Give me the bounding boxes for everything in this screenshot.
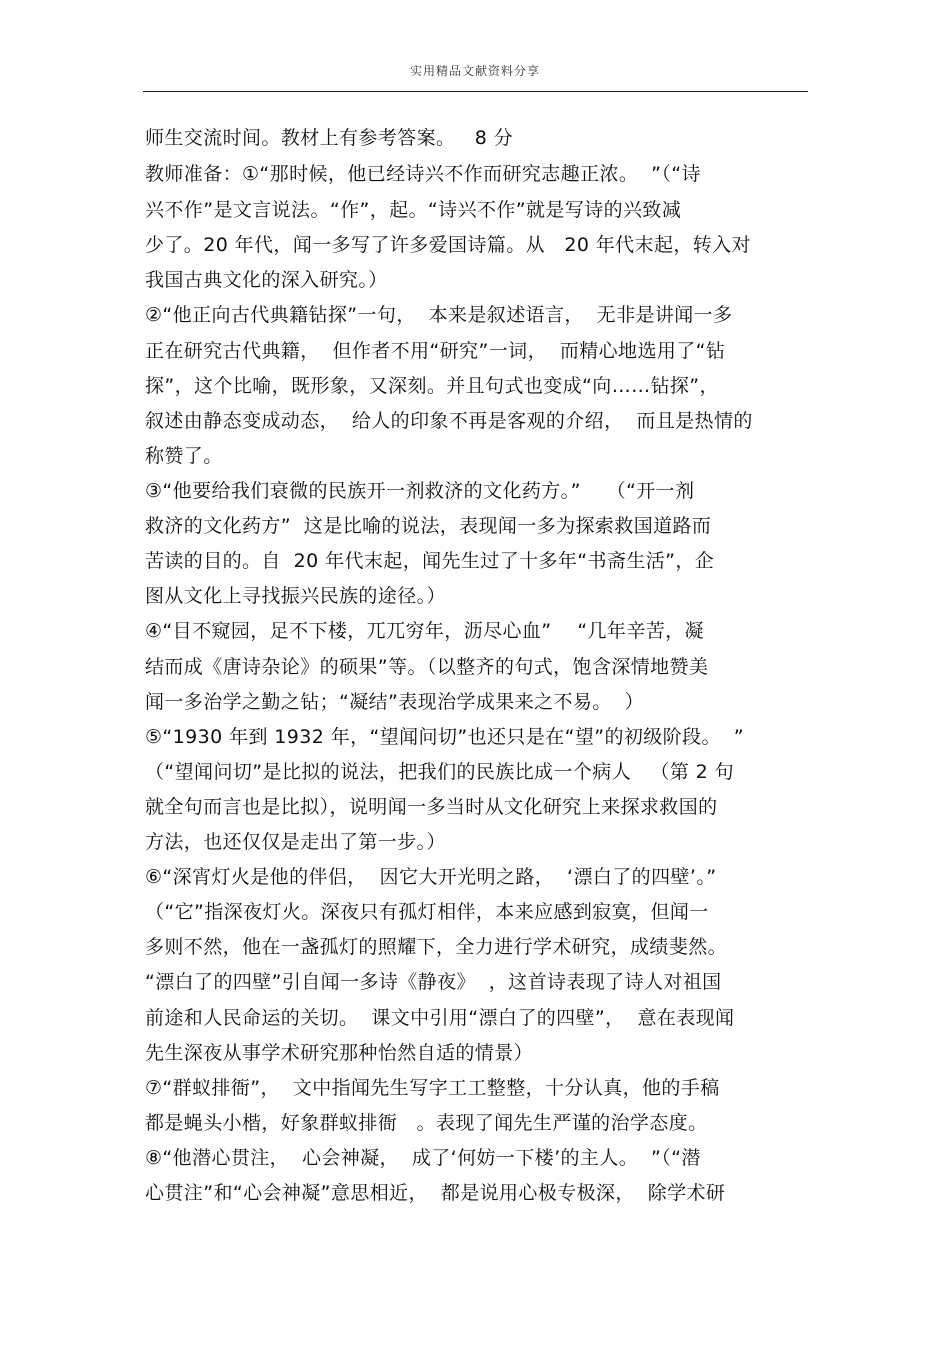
text-line: 师生交流时间。教材上有参考答案。 8 分	[145, 127, 514, 149]
text-line: ⑦“群蚁排衙”， 文中指闻先生写字工工整整，十分认真，他的手稿	[145, 1077, 720, 1099]
text-line: ⑥“深宵灯火是他的伴侣， 因它大开光明之路， ‘漂白了的四壁’。”	[145, 866, 717, 888]
text-line: 图从文化上寻找振兴民族的途径。）	[145, 585, 446, 607]
text-line: 兴不作”是文言说法。“作”，起。“诗兴不作”就是写诗的兴致减	[145, 199, 682, 221]
text-line: 探”，这个比喻，既形象，又深刻。并且句式也变成“向……钻探”，	[145, 375, 719, 397]
text-line: ④“目不窥园，足不下楼，兀兀穷年，沥尽心血” “几年辛苦，凝	[145, 620, 704, 642]
text-line: 方法，也还仅仅是走出了第一步。）	[145, 831, 446, 853]
text-line: “漂白了的四壁”引自闻一多诗《静夜》 ，这首诗表现了诗人对祖国	[145, 971, 722, 993]
text-line: 结而成《唐诗杂论》的硕果”等。（以整齐的句式，饱含深情地赞美	[145, 656, 709, 678]
text-line: 多则不然，他在一盏孤灯的照耀下，全力进行学术研究，成绩斐然。	[145, 936, 728, 958]
text-line: （“它”指深夜灯火。深夜只有孤灯相伴，本来应感到寂寞，但闻一	[145, 901, 709, 923]
text-line: 先生深夜从事学术研究那种怡然自适的情景）	[145, 1042, 534, 1064]
text-line: 前途和人民命运的关切。 课文中引用“漂白了的四壁”， 意在表现闻	[145, 1007, 735, 1029]
text-line: 救济的文化药方” 这是比喻的说法，表现闻一多为探索救国道路而	[145, 515, 712, 537]
text-line: ③“他要给我们衰微的民族开一剂救济的文化药方。” （“开一剂	[145, 480, 695, 502]
header-divider	[143, 91, 808, 92]
text-line: 叙述由静态变成动态， 给人的印象不再是客观的介绍， 而且是热情的	[145, 410, 753, 432]
text-line: 正在研究古代典籍， 但作者不用“研究”一词， 而精心地选用了“钻	[145, 340, 726, 362]
text-line: （“望闻问切”是比拟的说法，把我们的民族比成一个病人 （第 2 句	[145, 761, 734, 783]
text-line: 心贯注”和“心会神凝”意思相近， 都是说用心极专极深， 除学术研	[145, 1182, 726, 1204]
text-line: 称赞了。	[145, 445, 223, 467]
page-header: 实用精品文献资料分享	[409, 64, 540, 78]
text-line: 都是蝇头小楷，好象群蚁排衙 。表现了闻先生严谨的治学态度。	[145, 1112, 708, 1134]
text-line: 闻一多治学之勤之钻；“凝结”表现治学成果来之不易。 ）	[145, 691, 644, 713]
text-line: ⑧“他潜心贯注， 心会神凝， 成了‘何妨一下楼’的主人。 ”（“潜	[145, 1147, 701, 1169]
text-line: 教师准备：①“那时候，他已经诗兴不作而研究志趣正浓。 ”（“诗	[145, 163, 701, 185]
text-line: 少了。20 年代，闻一多写了许多爱国诗篇。从 20 年代末起，转入对	[145, 234, 751, 256]
text-line: 苦读的目的。自 20 年代末起，闻先生过了十多年“书斋生活”，企	[145, 550, 715, 572]
text-line: 我国古典文化的深入研究。）	[145, 269, 388, 291]
text-line: 就全句而言也是比拟），说明闻一多当时从文化研究上来探求救国的	[145, 796, 718, 818]
text-line: ②“他正向古代典籍钻探”一句， 本来是叙述语言， 无非是讲闻一多	[145, 304, 733, 326]
text-line: ⑤“1930 年到 1932 年，“望闻问切”也还只是在“望”的初级阶段。 ”	[145, 726, 744, 748]
